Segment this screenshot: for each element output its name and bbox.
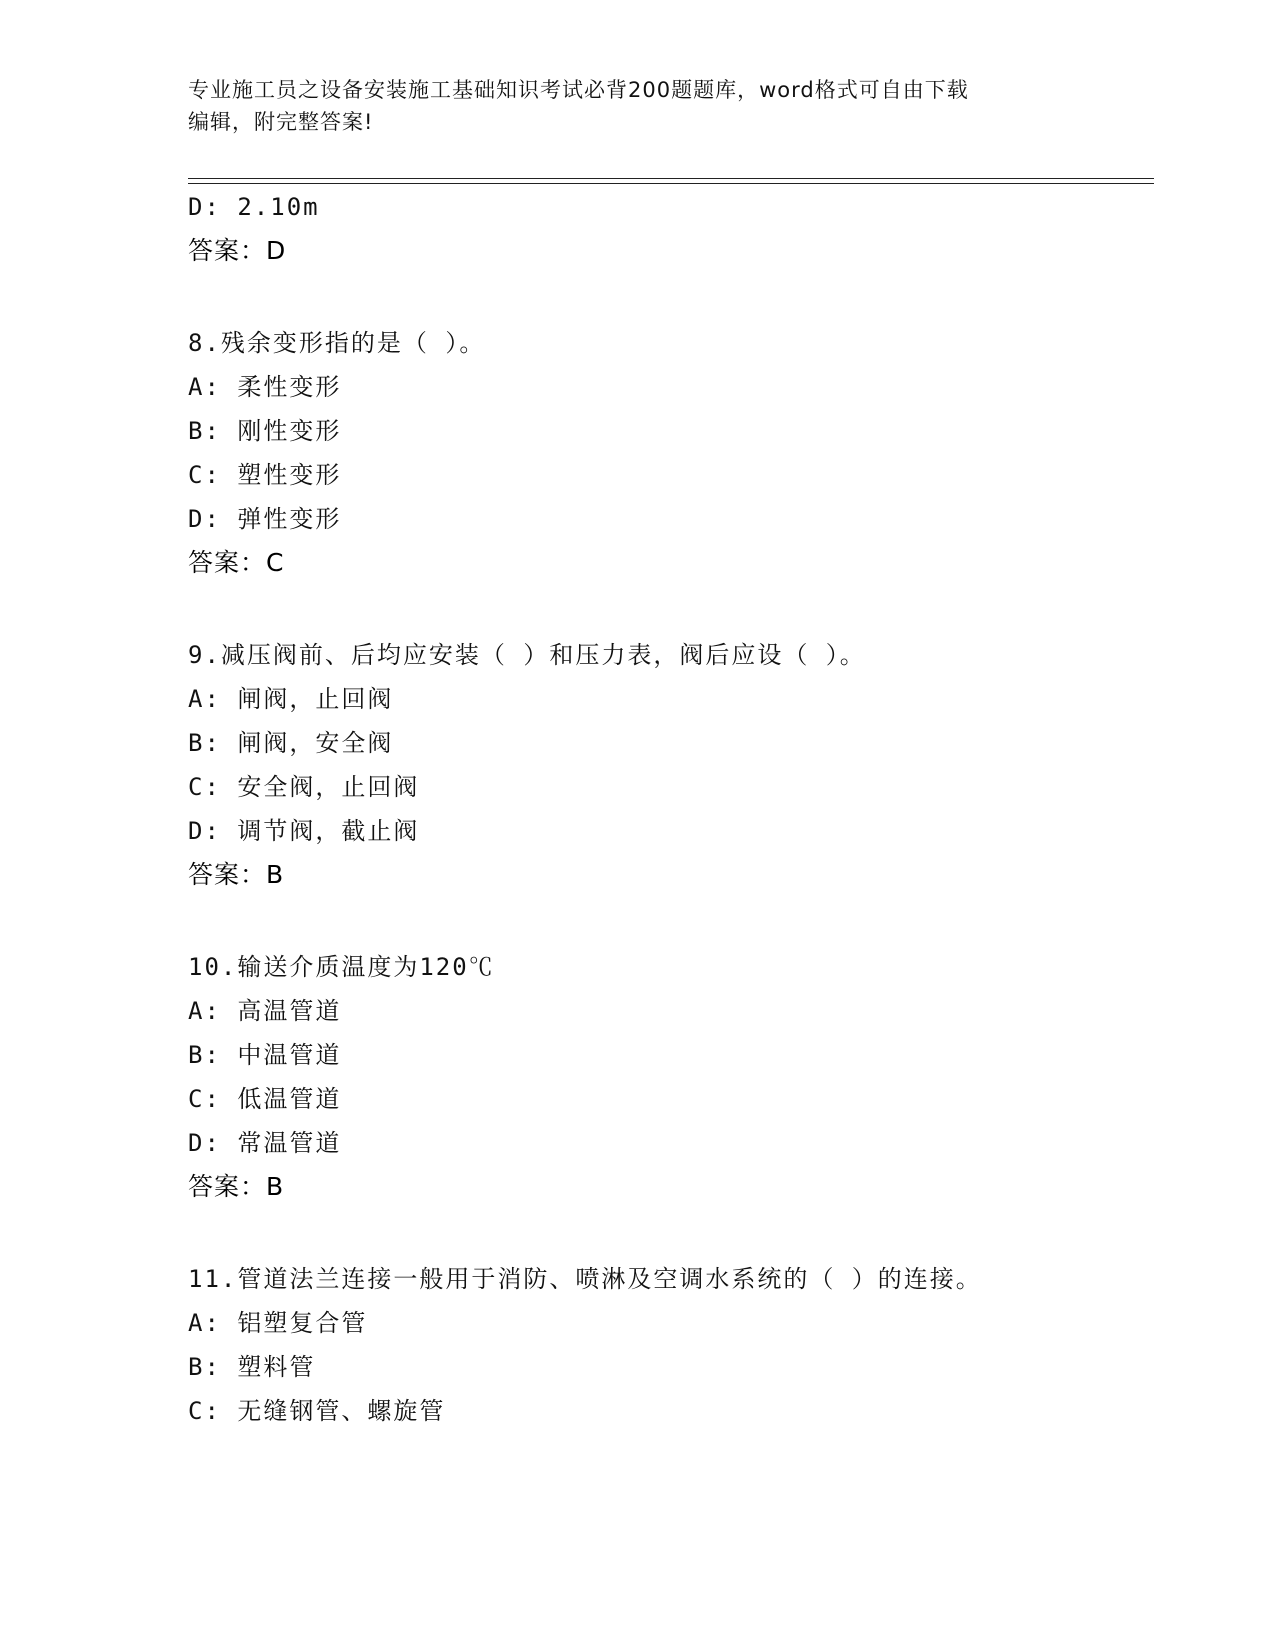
question-8-stem: 8.残余变形指的是（ ）。: [188, 329, 486, 357]
question-11-option-b: B: 塑料管: [188, 1353, 316, 1381]
prev-answer: 答案：D: [188, 236, 287, 265]
question-9-option-d: D: 调节阀，截止阀: [188, 817, 420, 845]
header-title-line-2: 编辑，附完整答案!: [188, 110, 374, 134]
question-10-option-d: D: 常温管道: [188, 1129, 342, 1157]
header-divider-top: [188, 178, 1154, 179]
document-header: [188, 74, 1088, 138]
prev-option-d: D: 2.10m: [188, 193, 320, 221]
header-title-line-1: 专业施工员之设备安装施工基础知识考试必背200题题库，word格式可自由下载: [188, 78, 969, 102]
question-8-option-c: C: 塑性变形: [188, 461, 342, 489]
question-8-option-d: D: 弹性变形: [188, 505, 342, 533]
question-9-option-c: C: 安全阀，止回阀: [188, 773, 420, 801]
question-9-answer: 答案：B: [188, 860, 285, 889]
question-9-stem: 9.减压阀前、后均应安装（ ）和压力表，阀后应设（ ）。: [188, 641, 866, 669]
question-9-option-a: A: 闸阀，止回阀: [188, 685, 394, 713]
question-11-option-c: C: 无缝钢管、螺旋管: [188, 1397, 446, 1425]
question-8-answer: 答案：C: [188, 548, 285, 577]
question-10-answer: 答案：B: [188, 1172, 285, 1201]
question-10-option-c: C: 低温管道: [188, 1085, 342, 1113]
question-8-option-b: B: 刚性变形: [188, 417, 342, 445]
question-9-option-b: B: 闸阀，安全阀: [188, 729, 394, 757]
header-divider-bottom: [188, 183, 1154, 184]
question-11-option-a: A: 铝塑复合管: [188, 1309, 368, 1337]
question-10-option-a: A: 高温管道: [188, 997, 342, 1025]
question-10-option-b: B: 中温管道: [188, 1041, 342, 1069]
question-8-option-a: A: 柔性变形: [188, 373, 342, 401]
question-10-stem: 10.输送介质温度为120℃: [188, 953, 495, 981]
question-11-stem: 11.管道法兰连接一般用于消防、喷淋及空调水系统的（ ）的连接。: [188, 1265, 982, 1293]
